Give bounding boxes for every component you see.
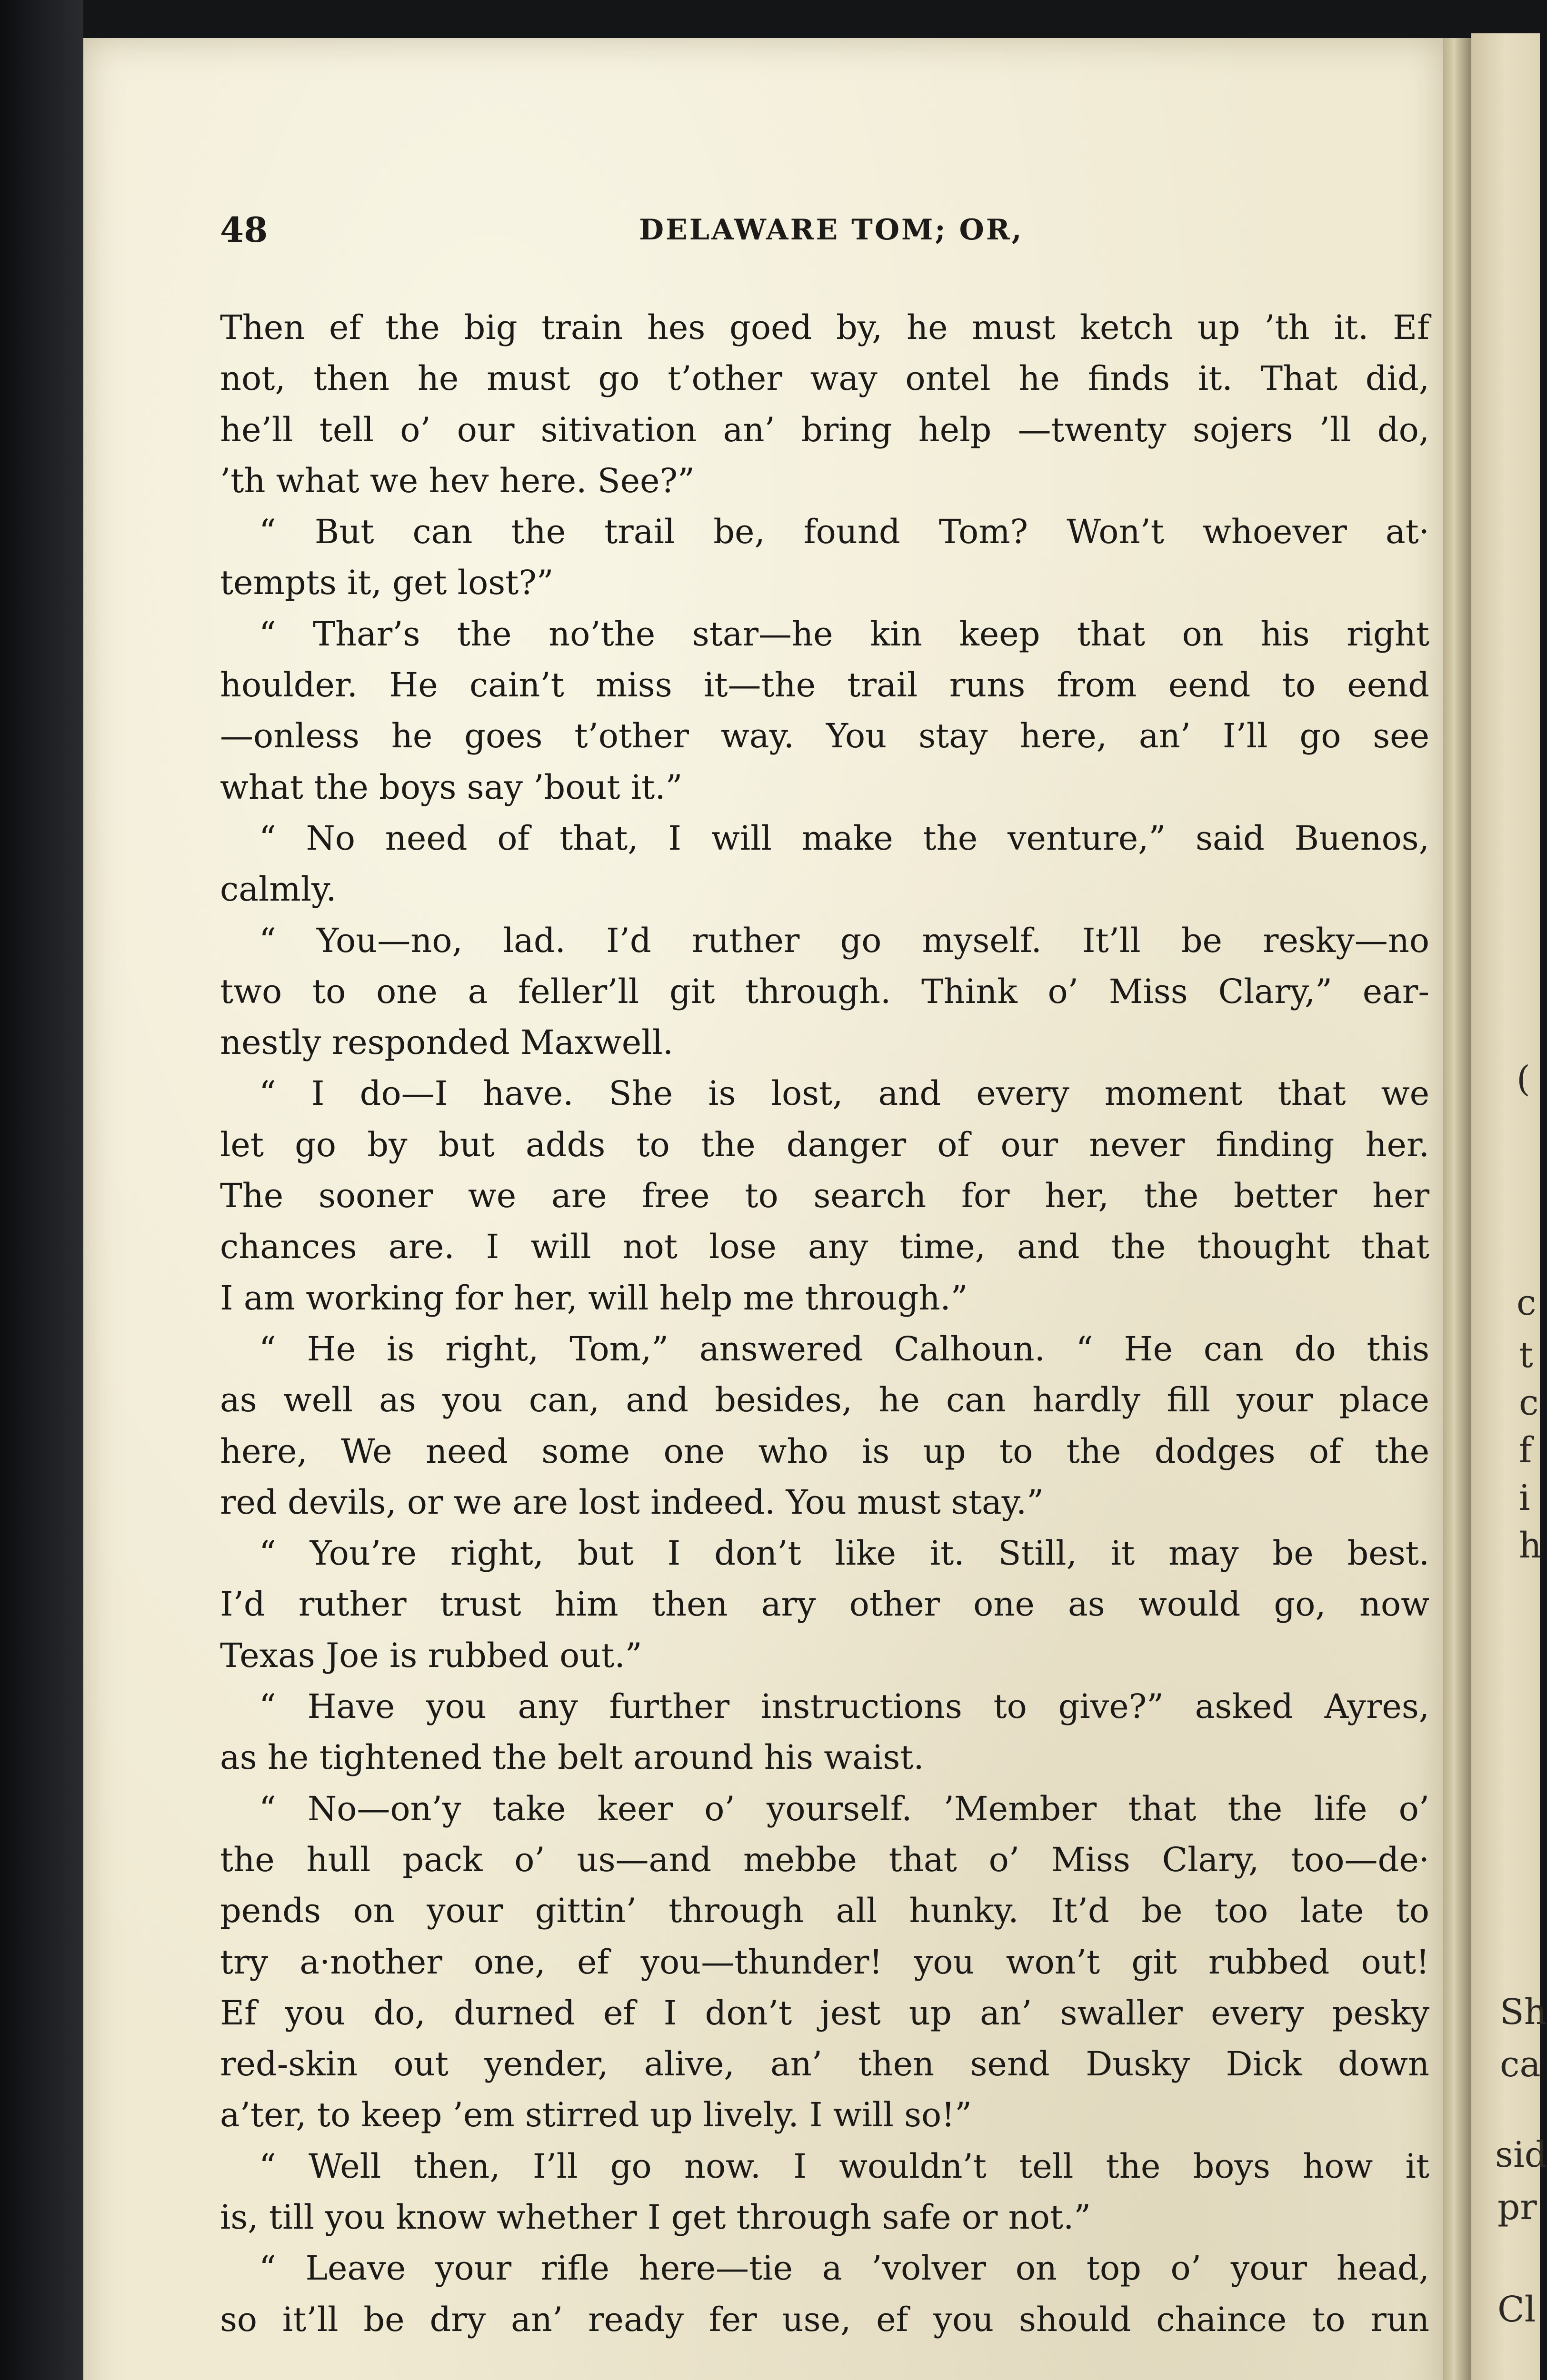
- text-line: I’d ruther trust him then ary other one as would go, now: [220, 1585, 1429, 1624]
- text-line: “ No—on’y take keer o’ yourself. ’Member that the life o’: [259, 1789, 1429, 1828]
- facing-fragment: (: [1517, 1059, 1530, 1100]
- text-line: I am working for her, will help me through.”: [220, 1278, 968, 1318]
- text-line: not, then he must go t’other way ontel he finds it. That did,: [220, 359, 1429, 398]
- facing-page-edge: [1471, 33, 1547, 2380]
- facing-fragment: h: [1519, 1525, 1542, 1566]
- page-gutter-edge: [1443, 38, 1471, 2380]
- scan-background-left: [0, 0, 83, 2380]
- text-line: as he tightened the belt around his waist.: [220, 1738, 924, 1777]
- body-text: [220, 302, 1429, 2345]
- text-line: is, till you know whether I get through safe or not.”: [220, 2197, 1091, 2237]
- text-line: nestly responded Maxwell.: [220, 1023, 674, 1062]
- facing-fragment: pr: [1497, 2187, 1537, 2228]
- facing-fragment: t: [1519, 1335, 1533, 1376]
- text-line: ’th what we hev here. See?”: [220, 461, 695, 500]
- text-line: a’ter, to keep ’em stirred up lively. I will so!”: [220, 2095, 972, 2135]
- text-line: try a·nother one, ef you—thunder! you won’t git rubbed out!: [220, 1942, 1429, 1982]
- text-line: so it’ll be dry an’ ready fer use, ef you should chaince to run: [220, 2300, 1429, 2339]
- page-header: [220, 209, 1429, 252]
- text-line: “ Leave your rifle here—tie a ’volver on top o’ your head,: [259, 2249, 1429, 2288]
- text-line: Then ef the big train hes goed by, he must ketch up ’th it. Ef: [220, 308, 1429, 347]
- text-line: pends on your gittin’ through all hunky. It’d be too late to: [220, 1891, 1429, 1931]
- text-line: The sooner we are free to search for her, the better her: [220, 1176, 1429, 1216]
- text-line: —onless he goes t’other way. You stay here, an’ I’ll go see: [220, 716, 1429, 756]
- text-line: calmly.: [220, 870, 337, 909]
- text-line: “ But can the trail be, found Tom? Won’t whoever at·: [259, 512, 1429, 552]
- text-line: red devils, or we are lost indeed. You must stay.”: [220, 1482, 1044, 1522]
- text-line: tempts it, get lost?”: [220, 563, 554, 603]
- text-line: two to one a feller’ll git through. Think o’ Miss Clary,” ear-: [220, 972, 1429, 1011]
- text-line: “ Well then, I’ll go now. I wouldn’t tell the boys how it: [259, 2146, 1429, 2186]
- text-line: Texas Joe is rubbed out.”: [220, 1636, 642, 1675]
- text-line: here, We need some one who is up to the dodges of the: [220, 1431, 1429, 1471]
- text-line: “ You’re right, but I don’t like it. Still, it may be best.: [259, 1534, 1429, 1573]
- text-line: Ef you do, durned ef I don’t jest up an’ swaller every pesky: [220, 1993, 1429, 2033]
- facing-fragment: c: [1517, 1282, 1537, 1323]
- page-number: 48: [220, 209, 268, 250]
- facing-fragment: i: [1519, 1478, 1530, 1518]
- text-line: let go by but adds to the danger of our never finding her.: [220, 1125, 1429, 1164]
- text-line: as well as you can, and besides, he can hardly fill your place: [220, 1380, 1429, 1420]
- facing-fragment: Cl: [1497, 2289, 1536, 2330]
- running-head: DELAWARE TOM; OR,: [639, 213, 1024, 247]
- facing-fragment: c: [1519, 1382, 1539, 1423]
- text-line: houlder. He cain’t miss it—the trail runs from eend to eend: [220, 665, 1429, 705]
- text-line: what the boys say ’bout it.”: [220, 767, 683, 807]
- text-line: the hull pack o’ us—and mebbe that o’ Miss Clary, too—de·: [220, 1840, 1429, 1879]
- text-line: “ Have you any further instructions to give?” asked Ayres,: [259, 1687, 1429, 1726]
- facing-fragment: Sh: [1500, 1992, 1547, 2033]
- text-line: “ No need of that, I will make the venture,” said Buenos,: [259, 818, 1429, 858]
- text-line: he’ll tell o’ our sitivation an’ bring help —twenty sojers ’ll do,: [220, 410, 1429, 449]
- text-line: “ You—no, lad. I’d ruther go myself. It’ll be resky—no: [259, 921, 1429, 960]
- facing-fragment: sid: [1495, 2134, 1547, 2175]
- facing-fragment: ca: [1500, 2044, 1541, 2085]
- text-line: “ He is right, Tom,” answered Calhoun. “ He can do this: [259, 1329, 1429, 1368]
- facing-fragment: f: [1519, 1430, 1532, 1471]
- text-line: “ Thar’s the no’the star—he kin keep that on his right: [259, 614, 1429, 654]
- text-line: red-skin out yender, alive, an’ then send Dusky Dick down: [220, 2044, 1429, 2084]
- text-line: chances are. I will not lose any time, and the thought that: [220, 1227, 1429, 1267]
- text-line: “ I do—I have. She is lost, and every moment that we: [259, 1074, 1429, 1113]
